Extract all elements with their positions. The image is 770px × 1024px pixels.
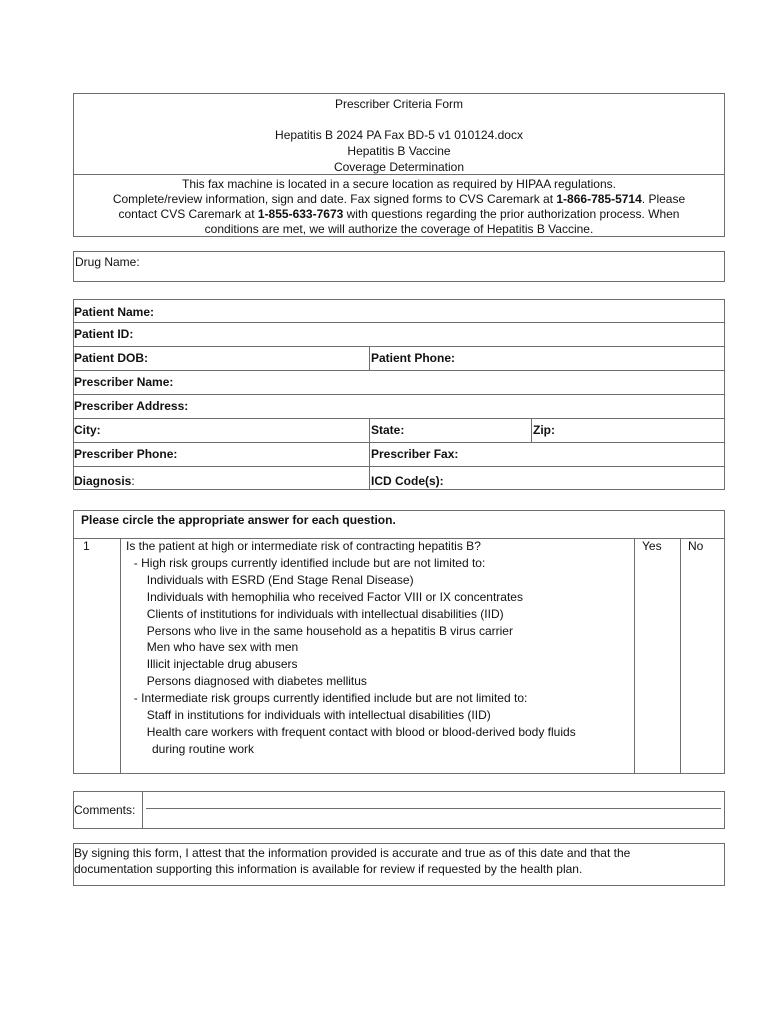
question-number: 1 xyxy=(83,539,90,553)
patient-id-label: Patient ID: xyxy=(74,327,134,341)
attestation-box xyxy=(73,843,725,886)
patient-name-label: Patient Name: xyxy=(74,305,155,319)
contact-instructions-text: contact CVS Caremark at xyxy=(118,207,258,221)
city-state-zip-row[interactable] xyxy=(73,419,725,443)
patient-phone-label: Patient Phone: xyxy=(371,351,456,365)
question-line: Health care workers with frequent contact with blood or blood-derived body fluids xyxy=(146,724,576,739)
state-label: State: xyxy=(371,423,405,437)
column-divider xyxy=(120,538,121,773)
zip-label: Zip: xyxy=(533,423,555,437)
question-line: Persons diagnosed with diabetes mellitus xyxy=(146,674,367,689)
drug-name-field[interactable] xyxy=(73,251,725,282)
column-divider xyxy=(369,419,370,442)
contact-instructions-tail: with questions regarding the prior authorization process. When xyxy=(343,207,680,221)
hipaa-notice: This fax machine is located in a secure location as required by HIPAA regulations. xyxy=(181,177,616,191)
drug-name-label: Drug Name: xyxy=(75,255,140,269)
question-line: - High risk groups currently identified include but are not limited to: xyxy=(133,555,486,570)
question-line: Staff in institutions for individuals with intellectual disabilities (IID) xyxy=(146,708,491,723)
question-line: Is the patient at high or intermediate risk of contracting hepatitis B? xyxy=(126,539,481,553)
comments-input-line[interactable] xyxy=(146,808,721,809)
form-subtitle: Coverage Determination xyxy=(333,160,465,174)
column-divider xyxy=(680,538,681,773)
question-line: Persons who live in the same household as a hepatitis B virus carrier xyxy=(146,623,513,638)
patient-dob-label: Patient DOB: xyxy=(74,351,149,365)
question-line: - Intermediate risk groups currently identified include but are not limited to: xyxy=(133,691,528,706)
fax-instructions xyxy=(74,192,724,208)
question-text xyxy=(126,538,576,758)
drug-title: Hepatitis B Vaccine xyxy=(347,144,451,158)
city-label: City: xyxy=(74,423,101,437)
question-line: Clients of institutions for individuals with intellectual disabilities (IID) xyxy=(146,606,504,621)
question-1-row xyxy=(74,538,724,773)
comments-label: Comments: xyxy=(74,803,136,817)
column-divider xyxy=(369,443,370,466)
fax-instructions-tail: . Please xyxy=(641,192,686,206)
coverage-note: conditions are met, we will authorize the coverage of Hepatitis B Vaccine. xyxy=(204,222,594,236)
diagnosis-label xyxy=(74,474,135,488)
attestation-line-1: By signing this form, I attest that the information provided is accurate and true as of this date and that the xyxy=(74,846,631,860)
icd-codes-label: ICD Code(s): xyxy=(371,474,444,488)
column-divider xyxy=(369,347,370,370)
diagnosis-colon: : xyxy=(131,474,135,488)
instructions-box xyxy=(73,174,725,237)
column-divider xyxy=(634,538,635,773)
patient-id-row[interactable] xyxy=(73,323,725,347)
questions-instruction: Please circle the appropriate answer for each question. xyxy=(81,513,396,527)
phone-number: 1-855-633-7673 xyxy=(257,207,344,221)
yes-option[interactable]: Yes xyxy=(642,539,662,553)
comments-box xyxy=(73,791,725,829)
fax-number: 1-866-785-5714 xyxy=(556,192,642,206)
prescriber-address-label: Prescriber Address: xyxy=(74,399,189,413)
diagnosis-label-text: Diagnosis xyxy=(74,474,132,488)
question-line: Individuals with ESRD (End Stage Renal Disease) xyxy=(146,572,414,587)
no-option[interactable]: No xyxy=(688,539,704,553)
diagnosis-row[interactable] xyxy=(73,467,725,490)
prescriber-address-row[interactable] xyxy=(73,395,725,419)
patient-name-row[interactable] xyxy=(73,299,725,323)
comments-label-cell xyxy=(74,792,143,828)
prescriber-name-label: Prescriber Name: xyxy=(74,375,174,389)
prescriber-name-row[interactable] xyxy=(73,371,725,395)
column-divider xyxy=(369,467,370,490)
questions-table xyxy=(73,510,725,774)
question-line: Illicit injectable drug abusers xyxy=(146,657,298,672)
prescriber-phone-label: Prescriber Phone: xyxy=(74,447,178,461)
patient-dob-row[interactable] xyxy=(73,347,725,371)
contact-instructions xyxy=(74,207,724,223)
question-line: during routine work xyxy=(152,741,255,756)
question-line: Individuals with hemophilia who received Factor VIII or IX concentrates xyxy=(146,589,523,604)
fax-instructions-text: Complete/review information, sign and date. Fax signed forms to CVS Caremark at xyxy=(112,192,557,206)
form-title: Prescriber Criteria Form xyxy=(334,97,463,111)
column-divider xyxy=(531,419,532,442)
prescriber-fax-label: Prescriber Fax: xyxy=(371,447,459,461)
prescriber-phone-row[interactable] xyxy=(73,443,725,467)
attestation-line-2: documentation supporting this information is available for review if requested by the health plan. xyxy=(74,862,583,876)
form-document-id: Hepatitis B 2024 PA Fax BD-5 v1 010124.docx xyxy=(275,128,523,142)
questions-instruction-row xyxy=(74,511,724,539)
form-header xyxy=(73,93,725,175)
question-line: Men who have sex with men xyxy=(146,640,299,655)
